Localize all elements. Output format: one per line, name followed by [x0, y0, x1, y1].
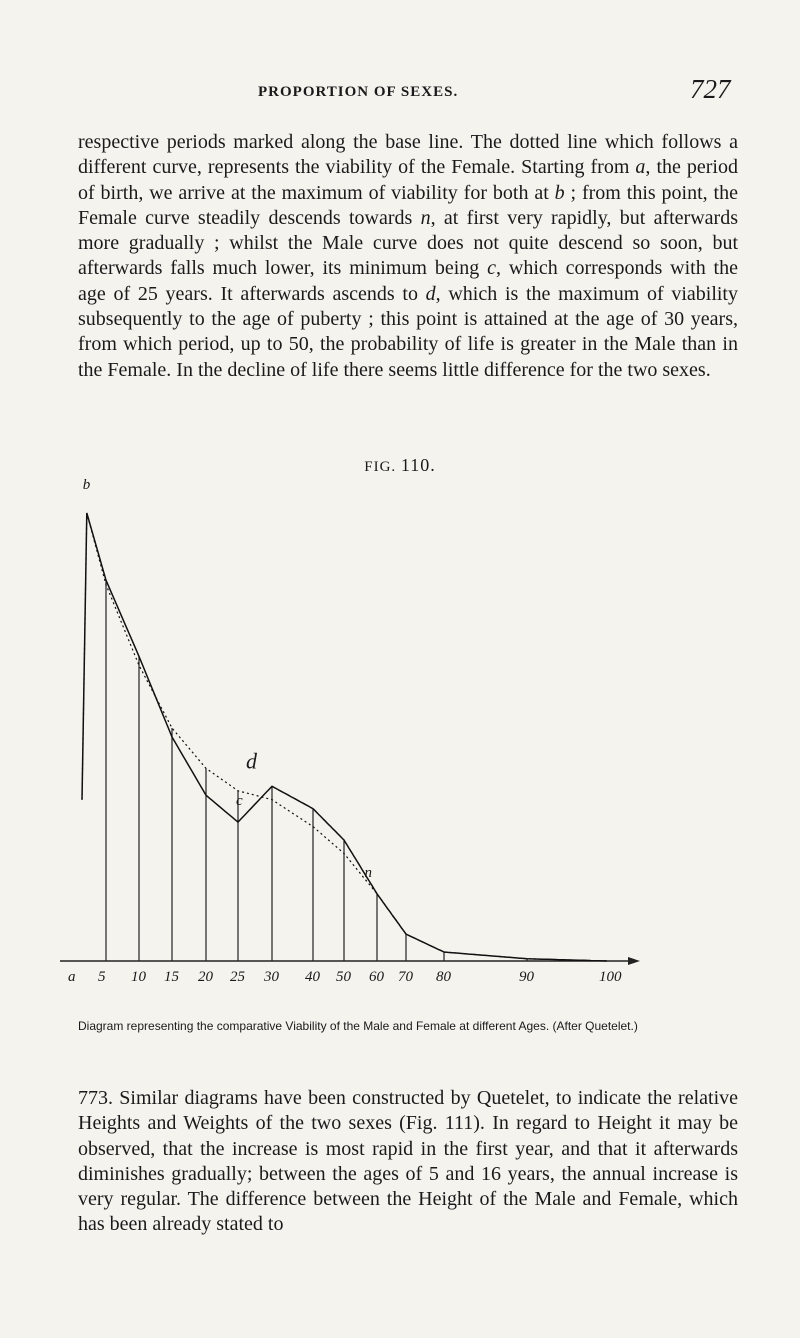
text-run: , which corresponds with the age of 25 years. It afterwards ascends to [78, 257, 738, 305]
text-run: respective periods marked along the base line. The dotted line which follows a different curve, represents the viability of the Female. Starting from [78, 131, 738, 179]
text-run: , the period of birth, we arrive at the maximum of viability for both at [78, 156, 738, 204]
point-ref-n: n [420, 206, 431, 229]
viability-diagram [0, 475, 800, 1015]
age-tick-label: 70 [398, 969, 413, 985]
age-tick-label: 50 [336, 969, 351, 985]
figure-label-text: FIG. [364, 459, 397, 475]
point-label-c: c [236, 792, 243, 809]
age-tick-label: 90 [519, 969, 534, 985]
point-label-n: n [364, 864, 372, 881]
age-tick-label: 100 [599, 969, 622, 985]
age-tick-label: a [68, 969, 76, 985]
page-number: 727 [690, 74, 731, 104]
base-line-arrowhead [628, 957, 640, 965]
age-tick-label: 5 [98, 969, 106, 985]
age-tick-label: 80 [436, 969, 451, 985]
curve-point-labels [83, 477, 372, 881]
point-label-d: d [246, 748, 257, 774]
text-run: , at first very rapidly, but afterwards more gradually ; whilst the Male curve does not quite descend so soon, but afterwards falls much lower, its minimum being [78, 206, 738, 280]
figure-label [0, 455, 800, 476]
age-tick-label: 60 [369, 969, 384, 985]
vertical-age-lines [106, 580, 607, 961]
figure-number: 110. [400, 455, 436, 475]
age-tick-label: 40 [305, 969, 320, 985]
age-tick-labels [68, 969, 622, 985]
point-label-b: b [82, 477, 91, 493]
age-tick-label: 25 [230, 969, 245, 985]
age-tick-label: 10 [131, 969, 146, 985]
running-head: PROPORTION OF SEXES. [258, 84, 459, 100]
age-tick-label: 30 [264, 969, 279, 985]
point-ref-c: c [487, 257, 497, 280]
page-header [0, 74, 800, 108]
body-paragraph-2: 773. Similar diagrams have been constructed by Quetelet, to indicate the relative Heights and Weights of the two sexes (Fig. 111). In regard to Height it may be observed, that the increase is most rapid in the first year, and that it afterwards diminishes gradually; between the ages of 5 and 16 years, the annual increase is very regular. The difference between the Height of the Male and Female, which has been already stated to [78, 1087, 738, 1236]
age-tick-label: 20 [198, 969, 213, 985]
point-ref-a: a [635, 156, 646, 179]
figure-caption: Diagram representing the comparative Viability of the Male and Female at different Ages. (After Quetelet.) [78, 1019, 638, 1033]
body-paragraph-1 [78, 130, 738, 383]
age-tick-label: 15 [164, 969, 179, 985]
text-run: ; from this point, the Female curve steadily descends towards [78, 181, 738, 229]
point-ref-d: d [425, 282, 436, 305]
text-run: , which is the maximum of viability subsequently to the age of puberty ; this point is attained at the age of 30 years, from which period, up to 50, the probability of life is greater in the Male than in the Female. In the decline of life there seems little difference for the two sexes. [78, 282, 738, 381]
point-ref-b: b [554, 181, 565, 204]
